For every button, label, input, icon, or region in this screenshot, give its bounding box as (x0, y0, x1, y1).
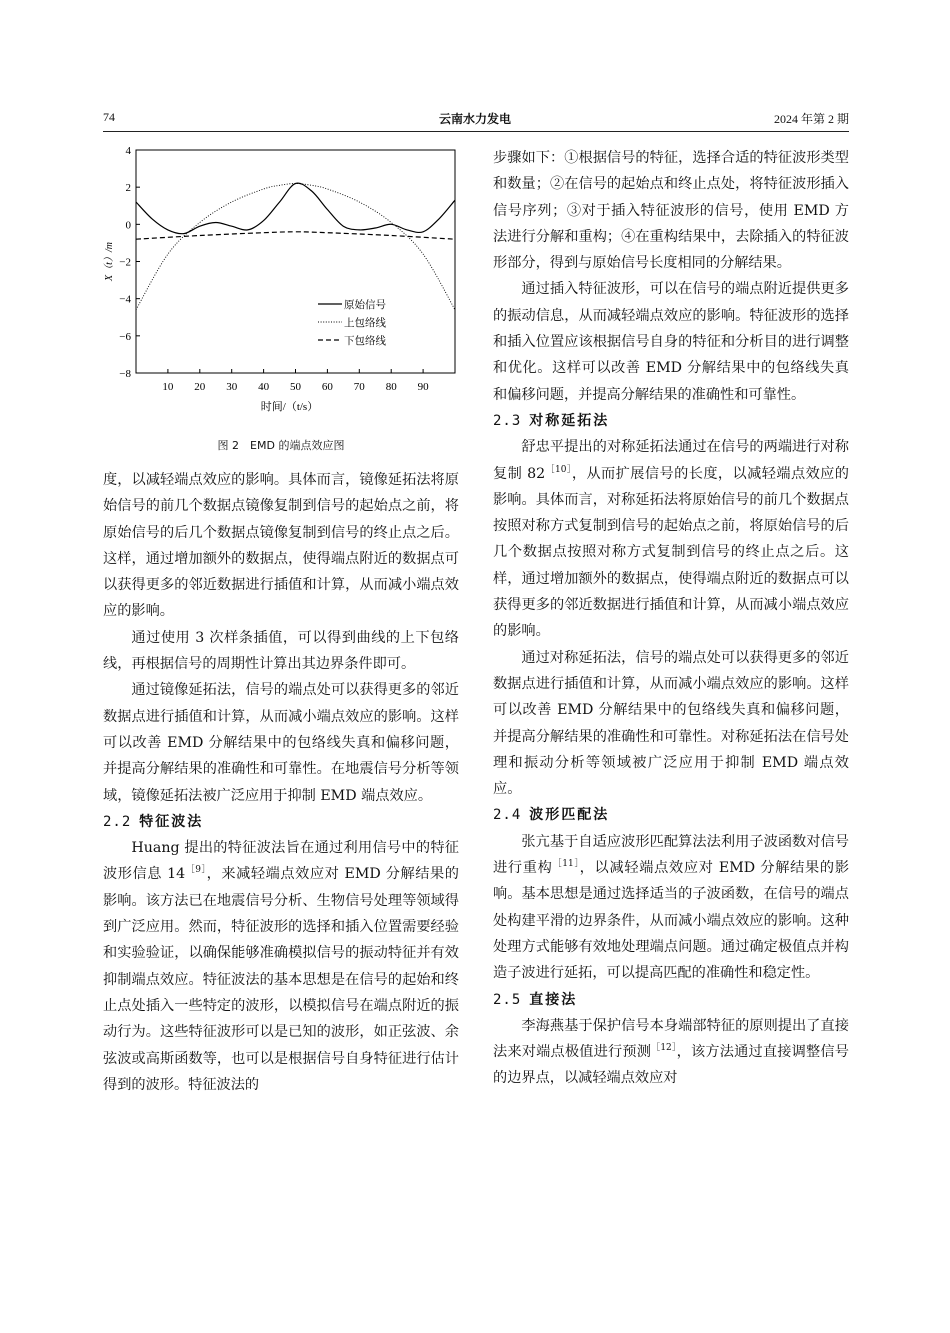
section-heading-2-4 (493, 802, 849, 828)
citation-11: ［11］ (552, 859, 580, 870)
paragraph (103, 835, 459, 1098)
x-tick-label: 10 (162, 381, 174, 393)
section-number: 2.3 (493, 412, 522, 429)
issue-label: 2024 年第 2 期 (773, 112, 849, 126)
text-run: ，该方法通过直接调整信号的边界点，以减轻端点效应对 (493, 1044, 849, 1087)
citation-10: ［10］ (545, 464, 572, 475)
paragraph: 通过对称延拓法，信号的端点处可以获得更多的邻近数据点进行插值和计算，从而减小端点效应的影响。这样可以改善 EMD 分解结果中的包络线失真和偏移问题，并提高分解结果的准确性和可靠性。对称延拓法在信号处理和振动分析等领域被广泛应用于抑制 EMD 端点效应。 (493, 649, 849, 798)
legend-label: 原始信号 (344, 300, 386, 311)
text-run: Huang 提出的特征波法旨在通过利用信号中的特征波形信息 14 (103, 840, 459, 883)
paragraph (493, 1013, 849, 1092)
page-number: 74 (103, 110, 115, 124)
x-tick-label: 60 (321, 381, 333, 393)
section-heading-2-2 (103, 809, 459, 835)
section-title: 直接法 (529, 991, 578, 1008)
text-run: ，以减轻端点效应对 EMD 分解结果的影响。基本思想是通过选择适当的子波函数，在信号的端点处构建平滑的边界条件，从而减小端点效应的影响。这种处理方式能够有效地处理端点问题。通过确定极值点并构造子波进行延拓，可以提高匹配的准确性和稳定性。 (493, 860, 850, 982)
series-line-1 (136, 183, 455, 234)
text-run: 张亢基于自适应波形匹配算法法利用子波函数对信号进行重构 (493, 833, 849, 877)
legend-label: 下包络线 (344, 336, 386, 347)
section-title: 对称延拓法 (529, 412, 610, 429)
text-run: ，来减轻端点效应对 EMD 分解结果的影响。该方法已在地震信号分析、生物信号处理等领域得到广泛应用。然而，特征波形的选择和插入位置需要经验和实验验证，以确保能够准确模拟信号的振动特征并有效抑制端点效应。特征波法的基本思想是在信号的起始和终止点处插入一些特定的波形，以模拟信号在端点附近的振动行为。这些特征波形可以是已知的波形，如正弦波、余弦波或高斯函数等，也可以是根据信号自身特征进行估计得到的波形。特征波法的 (103, 866, 459, 1093)
x-tick-label: 50 (290, 381, 301, 393)
y-axis-label: X（t）/m (104, 242, 115, 281)
section-number: 2.5 (493, 991, 522, 1008)
y-tick-label: −6 (119, 330, 131, 343)
paragraph (493, 434, 849, 644)
paragraph (493, 829, 849, 987)
section-title: 特征波法 (139, 813, 204, 830)
paragraph: 度，以减轻端点效应的影响。具体而言，镜像延拓法将原始信号的前几个数据点镜像复制到信号的起始点之前，将原始信号的后几个数据点镜像复制到信号的终止点之后。这样，通过增加额外的数据点，使得端点附近的数据点可以获得更多的邻近数据进行插值和计算，从而减小端点效应的影响。 (103, 472, 459, 620)
chart-legend (318, 298, 386, 347)
citation-9: ［9］ (185, 865, 207, 876)
y-tick-label: 2 (125, 182, 131, 195)
legend-label: 上包络线 (344, 318, 386, 329)
section-heading-2-3 (493, 408, 849, 434)
x-tick-label: 30 (226, 381, 238, 393)
left-column (103, 467, 459, 1098)
citation-12: ［12］ (651, 1043, 677, 1054)
x-axis-label: 时间/（t/s） (260, 401, 319, 413)
y-tick-label: 4 (125, 145, 131, 157)
emd-endpoint-chart (100, 140, 462, 425)
text-run: 李海燕基于保护信号本身端部特征的原则提出了直接法来对端点极值进行预测 (493, 1017, 849, 1061)
text-run: 舒忠平提出的对称延拓法通过在信号的两端进行对称复制 82 (493, 439, 849, 482)
y-tick-label: 0 (125, 219, 131, 232)
paragraph: 通过插入特征波形，可以在信号的端点附近提供更多的振动信息，从而减轻端点效应的影响。特征波形的选择和插入位置应该根据信号自身的特征和分析目的进行调整和优化。这样可以改善 EMD 分解结果中的包络线失真和偏移问题，并提高分解结果的准确性和可靠性。 (493, 281, 849, 403)
y-tick-label: −4 (119, 293, 131, 306)
series-layer (136, 183, 455, 310)
y-tick-label: −2 (119, 256, 131, 269)
journal-name: 云南水力发电 (438, 112, 511, 126)
x-tick-label: 40 (258, 381, 270, 393)
header-rule (103, 131, 849, 132)
x-tick-label: 70 (353, 381, 365, 393)
x-tick-label: 80 (385, 381, 397, 393)
section-title: 波形匹配法 (529, 807, 610, 824)
x-tick-label: 90 (417, 381, 429, 393)
y-tick-label: −8 (119, 368, 131, 380)
section-heading-2-5 (493, 987, 849, 1013)
series-line-2 (136, 184, 455, 310)
paragraph: 通过使用 3 次样条插值，可以得到曲线的上下包络线，再根据信号的周期性计算出其边界条件即可。 (103, 629, 459, 673)
x-tick-label: 20 (194, 381, 206, 393)
figure-caption: 图 2 EMD 的端点效应图 (217, 439, 345, 452)
section-number: 2.4 (493, 807, 522, 824)
paragraph: 步骤如下：①根据信号的特征，选择合适的特征波形类型和数量；②在信号的起始点和终止点处，将特征波形插入信号序列；③对于插入特征波形的信号，使用 EMD 方法进行分解和重构；④在重构结果中，去除插入的特征波形部分，得到与原始信号长度相同的分解结果。 (493, 150, 849, 272)
text-run: ，从而扩展信号的长度，以减轻端点效应的影响。具体而言，对称延拓法将原始信号的前几个数据点按照对称方式复制到信号的起始点之前，将原始信号的后几个数据点按照对称方式复制到信号的终止点之后。这样，通过增加额外的数据点，使得端点附近的数据点可以获得更多的邻近数据进行插值和计算，从而减小端点效应的影响。 (493, 465, 849, 640)
section-number: 2.2 (103, 813, 132, 830)
right-column (493, 145, 849, 1092)
paragraph: 通过镜像延拓法，信号的端点处可以获得更多的邻近数据点进行插值和计算，从而减小端点效应的影响。这样可以改善 EMD 分解结果中的包络线失真和偏移问题，并提高分解结果的准确性和可靠性。在地震信号分析等领域，镜像延拓法被广泛应用于抑制 EMD 端点效应。 (103, 682, 459, 804)
